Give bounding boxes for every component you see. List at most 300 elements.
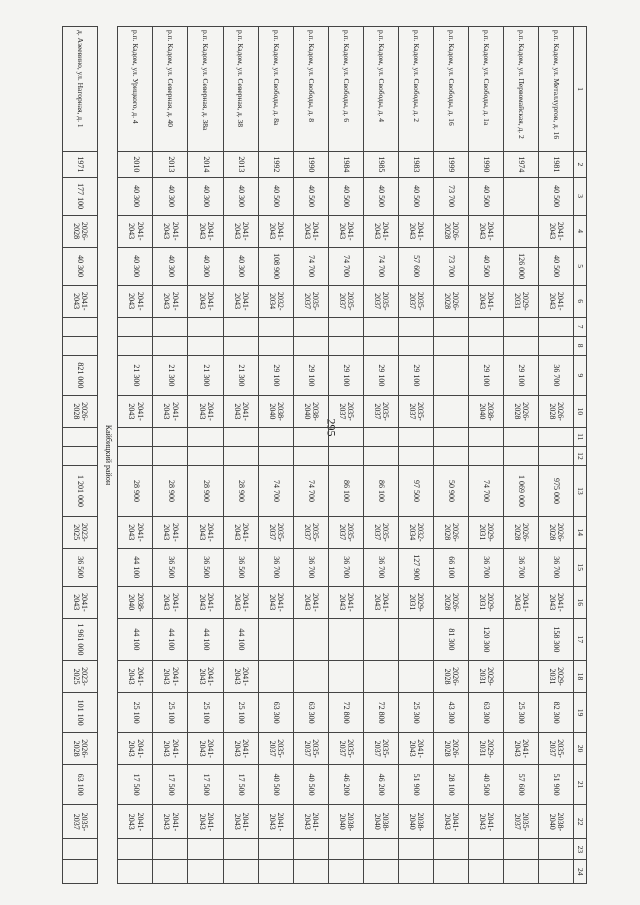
- column-number: 13: [574, 465, 587, 516]
- table-cell: [363, 661, 398, 693]
- column-number: 15: [574, 548, 587, 586]
- table-cell: 2038-2040: [398, 805, 433, 839]
- table-cell: [503, 427, 538, 446]
- table-row: [433, 27, 468, 884]
- table-cell: 1983: [398, 152, 433, 177]
- table-cell: 40 300: [118, 247, 153, 285]
- table-cell: 2026-2028: [503, 516, 538, 548]
- table-cell: 25 100: [188, 692, 223, 732]
- table-cell: 2038-2040: [293, 396, 328, 428]
- table-cell: 2035-2037: [258, 516, 293, 548]
- repair-schedule-table: [62, 26, 587, 884]
- table-cell: 2041-2043: [63, 586, 98, 618]
- table-cell: 2029-2031: [398, 586, 433, 618]
- rotated-table-container: [62, 26, 587, 884]
- table-cell: [118, 839, 153, 860]
- table-cell: 2041-2043: [118, 661, 153, 693]
- table-cell: 2032-2034: [398, 516, 433, 548]
- table-cell: 975 000: [538, 465, 573, 516]
- table-cell: 821 000: [63, 355, 98, 395]
- table-cell: [293, 427, 328, 446]
- table-cell: 2041-2043: [118, 805, 153, 839]
- table-cell: 2041-2043: [328, 215, 363, 247]
- table-cell: 2041-2043: [118, 215, 153, 247]
- table-cell: 1974: [503, 152, 538, 177]
- column-number: 14: [574, 516, 587, 548]
- table-row: [468, 27, 503, 884]
- section-row: [98, 27, 118, 884]
- column-number: 18: [574, 661, 587, 693]
- table-cell: [538, 860, 573, 884]
- table-cell: [503, 839, 538, 860]
- table-cell: 2026-2028: [538, 516, 573, 548]
- table-cell: 82 300: [538, 692, 573, 732]
- column-number: 9: [574, 355, 587, 395]
- table-cell: [293, 446, 328, 465]
- table-cell: 97 500: [398, 465, 433, 516]
- address-cell: р.п. Кадом, ул. Северная, д. 38: [223, 27, 258, 152]
- table-cell: 2041-2043: [118, 516, 153, 548]
- column-number: 5: [574, 247, 587, 285]
- table-cell: 2041-2043: [223, 396, 258, 428]
- table-cell: 40 300: [153, 247, 188, 285]
- table-cell: 28 900: [188, 465, 223, 516]
- table-cell: 2041-2043: [363, 586, 398, 618]
- table-cell: 2023-2025: [63, 661, 98, 693]
- table-cell: [433, 355, 468, 395]
- table-cell: 44 100: [223, 618, 258, 660]
- table-cell: 2038-2040: [118, 586, 153, 618]
- column-number: 1: [574, 27, 587, 152]
- table-cell: 2026-2028: [433, 285, 468, 317]
- table-cell: [468, 446, 503, 465]
- table-cell: 2041-2043: [63, 285, 98, 317]
- table-cell: 101 100: [63, 692, 98, 732]
- column-number: 12: [574, 446, 587, 465]
- address-cell: р.п. Кадом, ул. Металлургов, д. 16: [538, 27, 573, 152]
- table-cell: [118, 317, 153, 336]
- table-cell: [398, 860, 433, 884]
- table-cell: 2035-2037: [293, 285, 328, 317]
- address-cell: р.п. Кадом, ул. Свободы, д. 6: [328, 27, 363, 152]
- table-cell: [258, 839, 293, 860]
- table-cell: 2035-2037: [328, 285, 363, 317]
- table-cell: 2041-2043: [118, 285, 153, 317]
- table-cell: [433, 860, 468, 884]
- table-cell: [293, 860, 328, 884]
- table-cell: [223, 336, 258, 355]
- address-cell: р.п. Кадом, ул. Урицкого, д. 4: [118, 27, 153, 152]
- table-cell: [468, 860, 503, 884]
- table-row: [293, 27, 328, 884]
- table-cell: [433, 336, 468, 355]
- column-number: 17: [574, 618, 587, 660]
- table-cell: 1981: [538, 152, 573, 177]
- table-cell: [503, 177, 538, 215]
- table-cell: 25 300: [398, 692, 433, 732]
- table-cell: 74 700: [363, 247, 398, 285]
- table-cell: 2035-2037: [63, 805, 98, 839]
- table-cell: 2041-2043: [258, 805, 293, 839]
- table-cell: [258, 618, 293, 660]
- table-cell: 40 300: [118, 177, 153, 215]
- table-cell: 36 700: [538, 355, 573, 395]
- table-cell: 44 100: [118, 618, 153, 660]
- table-cell: 44 100: [188, 618, 223, 660]
- table-cell: [63, 336, 98, 355]
- table-cell: 1 069 000: [503, 465, 538, 516]
- table-cell: 2041-2043: [328, 586, 363, 618]
- table-cell: 29 100: [258, 355, 293, 395]
- table-cell: 2035-2037: [398, 285, 433, 317]
- table-cell: [433, 839, 468, 860]
- column-number: 11: [574, 427, 587, 446]
- table-cell: 2041-2043: [153, 586, 188, 618]
- table-cell: [468, 427, 503, 446]
- table-cell: [503, 215, 538, 247]
- table-cell: [153, 839, 188, 860]
- table-cell: 36 700: [328, 548, 363, 586]
- table-row: [363, 27, 398, 884]
- table-cell: 127 900: [398, 548, 433, 586]
- table-cell: 29 100: [503, 355, 538, 395]
- table-cell: 2041-2043: [188, 516, 223, 548]
- table-cell: 36 700: [258, 548, 293, 586]
- section-label: Кайбицкий район: [98, 27, 118, 884]
- column-number: 10: [574, 396, 587, 428]
- table-cell: 2041-2043: [398, 215, 433, 247]
- table-cell: 28 900: [118, 465, 153, 516]
- table-cell: [538, 317, 573, 336]
- table-cell: 21 300: [223, 355, 258, 395]
- table-row: [258, 27, 293, 884]
- table-cell: 2013: [153, 152, 188, 177]
- column-number: 6: [574, 285, 587, 317]
- table-cell: [328, 427, 363, 446]
- table-cell: [188, 860, 223, 884]
- table-cell: 2029-2031: [503, 285, 538, 317]
- table-cell: 17 500: [153, 765, 188, 805]
- table-cell: [363, 317, 398, 336]
- table-cell: 51 900: [538, 765, 573, 805]
- table-cell: 1 961 000: [63, 618, 98, 660]
- table-cell: 2041-2043: [153, 285, 188, 317]
- table-cell: 21 300: [118, 355, 153, 395]
- table-row: [398, 27, 433, 884]
- table-cell: 86 100: [328, 465, 363, 516]
- table-cell: 2041-2043: [188, 661, 223, 693]
- table-cell: [188, 336, 223, 355]
- table-cell: 2041-2043: [468, 285, 503, 317]
- table-cell: 72 800: [363, 692, 398, 732]
- table-cell: 2035-2037: [258, 733, 293, 765]
- table-cell: 2029-2031: [468, 661, 503, 693]
- table-cell: 2041-2043: [188, 805, 223, 839]
- table-cell: [503, 661, 538, 693]
- table-cell: [118, 860, 153, 884]
- table-cell: [538, 427, 573, 446]
- table-cell: 2041-2043: [538, 586, 573, 618]
- table-cell: 1984: [328, 152, 363, 177]
- table-cell: [363, 839, 398, 860]
- table-cell: 73 700: [433, 247, 468, 285]
- table-cell: 2041-2043: [188, 215, 223, 247]
- table-row: [153, 27, 188, 884]
- table-cell: [363, 860, 398, 884]
- table-cell: 25 300: [503, 692, 538, 732]
- address-cell: р.п. Кадом, ул. Свободы, д. 4: [363, 27, 398, 152]
- table-cell: 158 300: [538, 618, 573, 660]
- table-cell: [363, 427, 398, 446]
- table-cell: 2041-2043: [118, 396, 153, 428]
- table-cell: 2014: [188, 152, 223, 177]
- table-cell: 2041-2043: [503, 733, 538, 765]
- table-cell: 40 300: [153, 177, 188, 215]
- table-cell: 2026-2028: [433, 733, 468, 765]
- table-cell: 29 100: [398, 355, 433, 395]
- table-cell: [223, 317, 258, 336]
- column-number: 23: [574, 839, 587, 860]
- table-cell: [328, 618, 363, 660]
- table-cell: [63, 839, 98, 860]
- table-cell: 36 700: [293, 548, 328, 586]
- table-cell: 2029-2031: [538, 661, 573, 693]
- table-cell: 66 100: [433, 548, 468, 586]
- table-cell: [153, 317, 188, 336]
- table-cell: 2041-2043: [223, 586, 258, 618]
- table-cell: 2041-2043: [433, 805, 468, 839]
- table-cell: 28 100: [433, 765, 468, 805]
- table-cell: [293, 618, 328, 660]
- table-cell: 44 100: [118, 548, 153, 586]
- address-cell: р.п. Кадом, ул. Свободы, д. 8а: [258, 27, 293, 152]
- table-row: [118, 27, 153, 884]
- table-cell: 36 500: [223, 548, 258, 586]
- address-cell: д. Азеевино, ул. Нагорная, д. 1: [63, 27, 98, 152]
- table-cell: 2041-2043: [538, 285, 573, 317]
- table-cell: 2041-2043: [258, 586, 293, 618]
- table-cell: 2035-2037: [328, 516, 363, 548]
- table-cell: 40 300: [63, 247, 98, 285]
- table-cell: 17 500: [118, 765, 153, 805]
- table-cell: 2041-2043: [293, 805, 328, 839]
- table-cell: 2035-2037: [363, 396, 398, 428]
- table-cell: 40 500: [538, 177, 573, 215]
- table-cell: 1985: [363, 152, 398, 177]
- table-cell: 108 900: [258, 247, 293, 285]
- table-cell: 2041-2043: [223, 215, 258, 247]
- table-cell: [503, 618, 538, 660]
- table-cell: 2041-2043: [503, 586, 538, 618]
- table-cell: 74 700: [468, 465, 503, 516]
- table-cell: 2026-2028: [433, 516, 468, 548]
- table-cell: 2029-2031: [468, 586, 503, 618]
- table-cell: 40 500: [398, 177, 433, 215]
- column-number: 21: [574, 765, 587, 805]
- table-cell: [503, 860, 538, 884]
- table-cell: 2035-2037: [503, 805, 538, 839]
- table-cell: [503, 317, 538, 336]
- table-cell: 36 700: [363, 548, 398, 586]
- table-cell: 2041-2043: [293, 586, 328, 618]
- table-cell: 36 700: [503, 548, 538, 586]
- table-cell: 2029-2031: [468, 733, 503, 765]
- column-number: 7: [574, 317, 587, 336]
- table-cell: 2041-2043: [363, 215, 398, 247]
- table-cell: 28 900: [153, 465, 188, 516]
- table-cell: 28 900: [223, 465, 258, 516]
- table-cell: 63 300: [293, 692, 328, 732]
- table-cell: 120 300: [468, 618, 503, 660]
- table-cell: [118, 427, 153, 446]
- table-cell: 36 700: [538, 548, 573, 586]
- table-cell: [363, 336, 398, 355]
- table-cell: 29 100: [468, 355, 503, 395]
- table-cell: [188, 317, 223, 336]
- table-cell: [503, 336, 538, 355]
- table-cell: 74 700: [328, 247, 363, 285]
- table-cell: 40 500: [258, 765, 293, 805]
- table-cell: 2035-2037: [363, 733, 398, 765]
- table-cell: [398, 446, 433, 465]
- table-cell: [433, 427, 468, 446]
- table-cell: [538, 839, 573, 860]
- table-cell: [398, 317, 433, 336]
- table-cell: 74 700: [293, 465, 328, 516]
- table-cell: 40 500: [538, 247, 573, 285]
- table-cell: [258, 427, 293, 446]
- table-cell: 2013: [223, 152, 258, 177]
- table-cell: [398, 618, 433, 660]
- table-cell: 2041-2043: [153, 661, 188, 693]
- table-cell: 2041-2043: [223, 733, 258, 765]
- table-cell: 63 300: [468, 692, 503, 732]
- table-cell: [328, 317, 363, 336]
- table-cell: [258, 317, 293, 336]
- table-cell: [223, 860, 258, 884]
- table-cell: 1 201 000: [63, 465, 98, 516]
- table-cell: [468, 839, 503, 860]
- table-cell: 2041-2043: [468, 805, 503, 839]
- column-number: 16: [574, 586, 587, 618]
- table-cell: [118, 446, 153, 465]
- table-cell: 2035-2037: [363, 516, 398, 548]
- table-cell: [293, 839, 328, 860]
- table-cell: [258, 446, 293, 465]
- table-cell: 2041-2043: [538, 215, 573, 247]
- table-cell: 2032-2034: [258, 285, 293, 317]
- table-cell: [363, 446, 398, 465]
- table-row: [63, 27, 98, 884]
- table-cell: [433, 317, 468, 336]
- table-cell: 2038-2040: [363, 805, 398, 839]
- table-row: [223, 27, 258, 884]
- table-cell: 2010: [118, 152, 153, 177]
- table-cell: 36 700: [468, 548, 503, 586]
- table-cell: 40 300: [188, 177, 223, 215]
- table-cell: 63 100: [63, 765, 98, 805]
- table-cell: [503, 446, 538, 465]
- table-cell: 81 300: [433, 618, 468, 660]
- table-cell: 2026-2028: [433, 661, 468, 693]
- table-cell: [188, 427, 223, 446]
- table-cell: 2035-2037: [293, 733, 328, 765]
- table-cell: [328, 336, 363, 355]
- table-cell: [538, 446, 573, 465]
- table-cell: 57 600: [503, 765, 538, 805]
- table-row: [538, 27, 573, 884]
- table-cell: [223, 427, 258, 446]
- table-cell: 2041-2043: [223, 805, 258, 839]
- table-cell: 2041-2043: [188, 285, 223, 317]
- table-row: [188, 27, 223, 884]
- table-cell: 2041-2043: [153, 396, 188, 428]
- table-cell: 2041-2043: [153, 805, 188, 839]
- table-cell: 2038-2040: [538, 805, 573, 839]
- table-cell: 72 800: [328, 692, 363, 732]
- table-cell: 25 100: [118, 692, 153, 732]
- table-cell: 40 500: [468, 765, 503, 805]
- table-cell: [258, 336, 293, 355]
- table-cell: [63, 317, 98, 336]
- column-number-row: [574, 27, 587, 884]
- table-cell: 2041-2043: [258, 215, 293, 247]
- table-cell: 2035-2037: [328, 396, 363, 428]
- table-row: [503, 27, 538, 884]
- table-cell: [363, 618, 398, 660]
- table-cell: [398, 661, 433, 693]
- table-cell: 40 500: [293, 177, 328, 215]
- table-cell: [293, 661, 328, 693]
- table-cell: [398, 839, 433, 860]
- table-cell: [468, 336, 503, 355]
- table-cell: 29 100: [328, 355, 363, 395]
- table-cell: 2026-2028: [63, 733, 98, 765]
- table-cell: [223, 839, 258, 860]
- column-number: 20: [574, 733, 587, 765]
- address-cell: р.п. Кадом, ул. Первомайская, д. 2: [503, 27, 538, 152]
- table-cell: 63 300: [258, 692, 293, 732]
- table-cell: 2041-2043: [153, 215, 188, 247]
- page-number: 295: [324, 418, 339, 437]
- table-cell: [258, 661, 293, 693]
- table-cell: 46 200: [328, 765, 363, 805]
- table-cell: 74 700: [293, 247, 328, 285]
- table-cell: 29 100: [293, 355, 328, 395]
- table-cell: 2026-2028: [63, 396, 98, 428]
- table-cell: 17 500: [223, 765, 258, 805]
- table-cell: [468, 317, 503, 336]
- table-cell: 2035-2037: [398, 396, 433, 428]
- table-cell: 2041-2043: [223, 661, 258, 693]
- address-cell: р.п. Кадом, ул. Свободы, д. 1а: [468, 27, 503, 152]
- table-cell: 74 700: [258, 465, 293, 516]
- table-cell: 50 900: [433, 465, 468, 516]
- table-cell: [538, 336, 573, 355]
- table-cell: [328, 860, 363, 884]
- table-cell: 2035-2037: [538, 733, 573, 765]
- table-cell: 2041-2043: [468, 215, 503, 247]
- table-cell: 2026-2028: [63, 215, 98, 247]
- column-number: 19: [574, 692, 587, 732]
- table-cell: 2041-2043: [223, 516, 258, 548]
- address-cell: р.п. Кадом, ул. Северная, д. 40: [153, 27, 188, 152]
- table-cell: [153, 336, 188, 355]
- table-cell: 40 500: [468, 177, 503, 215]
- table-cell: [153, 427, 188, 446]
- table-cell: 73 700: [433, 177, 468, 215]
- table-cell: 2041-2043: [223, 285, 258, 317]
